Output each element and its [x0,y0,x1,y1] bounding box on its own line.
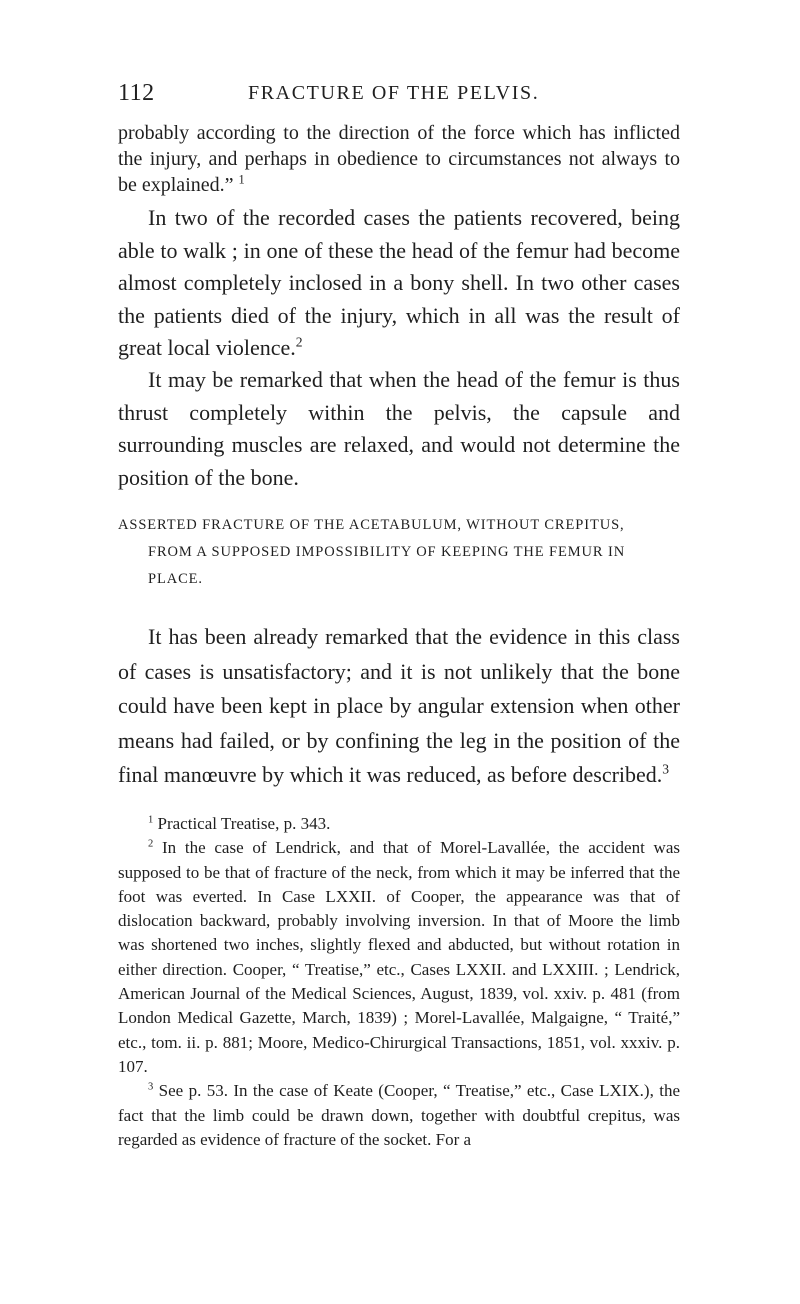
paragraph-recovered-cases [118,202,680,365]
footnote-marker: 3 [148,1081,154,1093]
footnote-text: Practical Treatise, p. 343. [157,814,331,833]
paragraph-evidence [118,620,680,793]
footnote [118,836,680,1079]
footnote-reference: 3 [662,761,670,777]
section-heading [118,512,680,593]
running-head: FRACTURE OF THE PELVIS. [248,82,540,104]
footnote-text: See p. 53. In the case of Keate (Cooper, “ Treatise,” etc., Case LXIX.), the fact that the limb could be drawn down, together with doubtful crepitus, was regarded as evidence of fracture of the socket. For a [118,1081,680,1149]
page-header [118,80,678,110]
footnote-marker: 1 [148,814,154,826]
footnote-marker: 2 [148,838,154,850]
paragraph-continuation [118,120,680,198]
footnote [118,812,680,836]
paragraph-text: It may be remarked that when the head of the femur is thus thrust completely within the pelvis, the capsule and surrounding muscles are relaxed, and would not determine the position of the bone. [118,367,680,490]
footnote-reference: 1 [238,172,245,187]
section-heading-line: ASSERTED FRACTURE OF THE ACETABULUM, WITHOUT CREPITUS, [118,517,625,533]
footnote [118,1079,680,1152]
paragraph-remark [118,364,680,494]
section-heading-line: PLACE. [148,571,203,587]
page-number: 112 [118,80,155,106]
footnotes [118,812,680,1152]
paragraph-text: It has been already remarked that the evidence in this class of cases is unsatisfactory; and it is not unlikely that the bone could have been kept in place by angular extension when other means had failed, or by confining the leg in the position of the final manœuvre by which it was reduced, as before described. [118,624,680,787]
paragraph-text: In two of the recorded cases the patients recovered, being able to walk ; in one of these the head of the femur had become almost completely inclosed in a bony shell. In two other cases the patients died of the injury, which in all was the result of great local violence. [118,205,680,360]
footnote-reference: 2 [295,334,303,350]
section-heading-line: FROM A SUPPOSED IMPOSSIBILITY OF KEEPING THE FEMUR IN [148,544,626,560]
footnote-text: In the case of Lendrick, and that of Morel-Lavallée, the accident was supposed to be that of fracture of the neck, from which it may be inferred that the foot was everted. In Case LXXII. of Cooper, the appearance was that of dislocation backward, probably involving inversion. In that of Moore the limb was shortened two inches, slightly flexed and abducted, but without rotation in either direction. Cooper, “ Treatise,” etc., Cases LXXII. and LXXIII. ; Lendrick, American Journal of the Medical Sciences, August, 1839, vol. xxiv. p. 481 (from London Medical Gazette, March, 1839) ; Morel-Lavallée, Malgaigne, “ Traité,” etc., tom. ii. p. 881; Moore, Medico-Chirurgical Transactions, 1851, vol. xxxiv. p. 107. [118,838,680,1076]
paragraph-text: probably according to the direction of the force which has inflicted the injury, and perhaps in obedience to circumstances not always to be explained.” [118,122,680,196]
